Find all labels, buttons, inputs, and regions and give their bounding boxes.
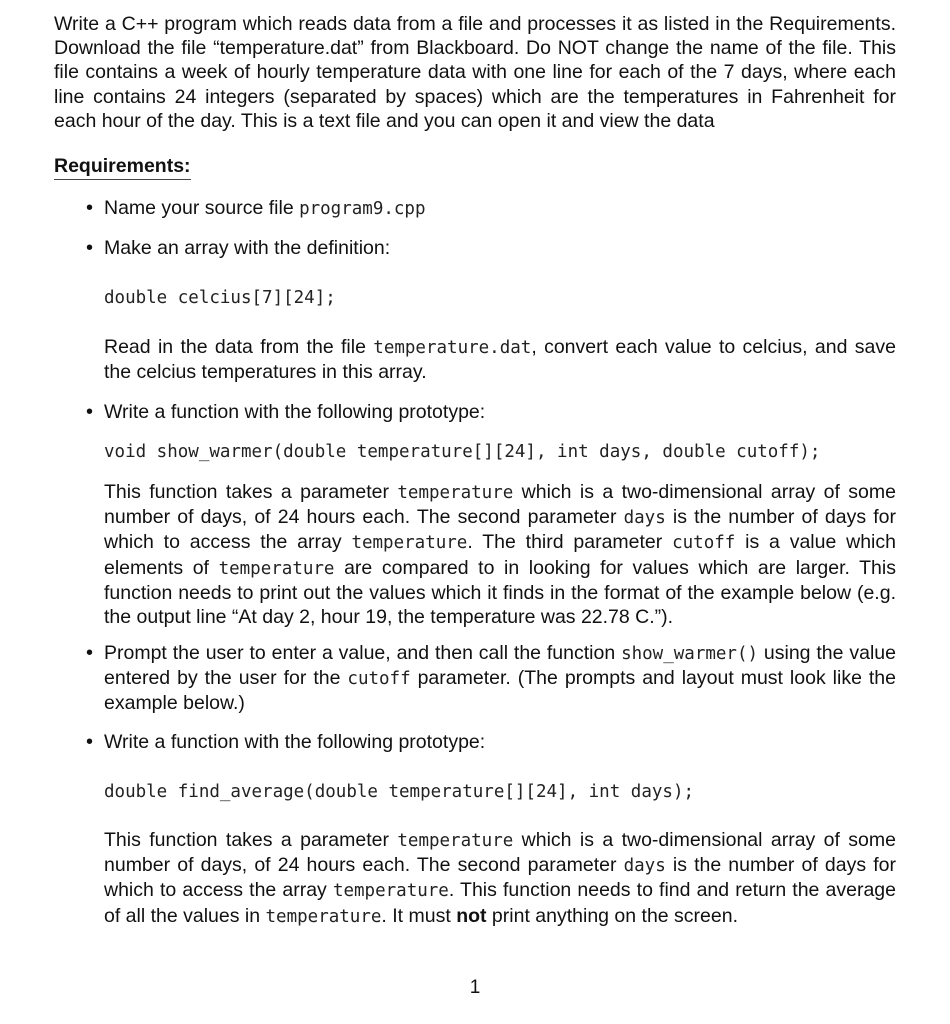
req-item-show-warmer-paragraph: This function takes a parameter temperature which is a two-dimensional array of some number of days, of 24 hours each. The second parameter days is the number of days for which to access the array temperature. The third parameter cutoff is a value which elements of temperature are compared to in looking for values which are larger. This function needs to print out the values which it finds in the format of the example below (e.g. the output line “At day 2, hour 19, the temperature was 22.78 C.”).	[104, 481, 896, 629]
req-item-array-paragraph: Read in the data from the file temperature.dat, convert each value to celcius, and save the celcius temperatures in this array.	[104, 336, 896, 384]
intro-paragraph: Write a C++ program which reads data from a file and processes it as listed in the Requirements. Download the file “temperature.dat” from Blackboard. Do NOT change the name of the file. This file contains a week of hourly temperature data with one line for each of the 7 days, where each line contains 24 integers (separated by spaces) which are the temperatures in Fahrenheit for each hour of the day. This is a text file and you can open it and view the data	[54, 13, 896, 132]
bullet-marker: •	[86, 642, 94, 664]
req-item-array-text: Make an array with the definition:	[104, 237, 391, 259]
req-item-show-warmer-text: Write a function with the following prototype:	[104, 401, 486, 423]
bullet-marker: •	[86, 731, 94, 753]
inline-code: program9.cpp	[299, 199, 426, 219]
code-find-average-prototype: double find_average(double temperature[][24], int days);	[104, 782, 695, 802]
bullet-marker: •	[86, 237, 94, 259]
code-show-warmer-prototype: void show_warmer(double temperature[][24], int days, double cutoff);	[104, 442, 821, 462]
code-array-definition: double celcius[7][24];	[104, 288, 336, 308]
bullet-marker: •	[86, 197, 94, 219]
req-item-source-file: Name your source file program9.cpp	[104, 197, 426, 219]
bullet-marker: •	[86, 401, 94, 423]
req-item-find-average-paragraph: This function takes a parameter temperature which is a two-dimensional array of some number of days, of 24 hours each. The second parameter days is the number of days for which to access the array temperature. This function needs to find and return the average of all the values in temperature. It must not print anything on the screen.	[104, 829, 896, 927]
requirements-heading: Requirements:	[54, 154, 191, 180]
req-item-find-average-text: Write a function with the following prototype:	[104, 731, 486, 753]
req-item-prompt-user: Prompt the user to enter a value, and then call the function show_warmer() using the value entered by the user for the cutoff parameter. (The prompts and layout must look like the example below.)	[104, 642, 896, 715]
page-number: 1	[469, 977, 481, 998]
